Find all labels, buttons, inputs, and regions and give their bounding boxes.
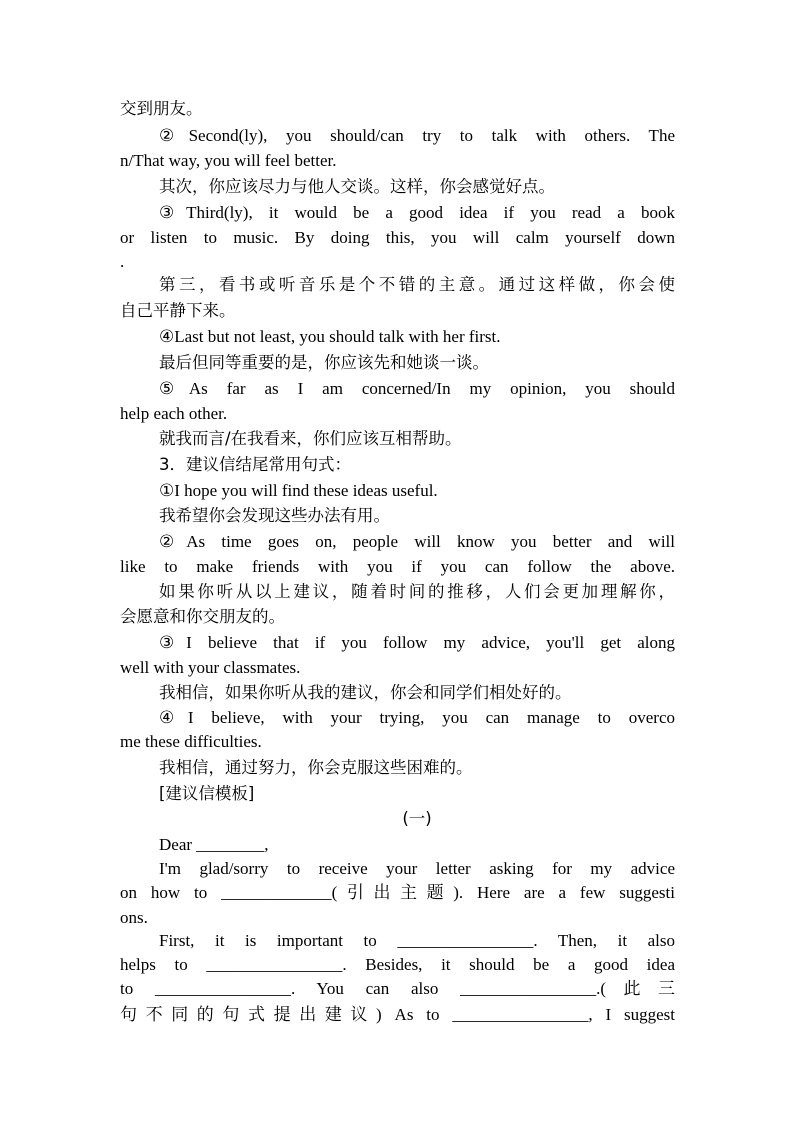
template-number: (一) <box>402 809 432 828</box>
text-line: ④I believe, with your trying, you can manage to overco <box>159 708 675 727</box>
text-line: 如果你听从以上建议，随着时间的推移，人们会更加理解你， <box>159 582 675 601</box>
text-line: ons. <box>120 908 148 927</box>
text-line: well with your classmates. <box>120 658 301 677</box>
text-line: 句不同的句式提出建议) As to ________________, I suggest <box>120 1005 675 1024</box>
text-line: ①I hope you will find these ideas useful. <box>159 481 438 500</box>
text-line: on how to _____________(引出主题). Here are a few suggesti <box>120 883 675 902</box>
text-line: 我相信，通过努力，你会克服这些困难的。 <box>159 758 473 777</box>
text-line: ②Second(ly), you should/can try to talk with others. The <box>159 126 675 145</box>
text-line: 最后但同等重要的是，你应该先和她谈一谈。 <box>159 353 489 372</box>
text-line: like to make friends with you if you can follow the above. <box>120 557 675 576</box>
text-line: ②As time goes on, people will know you better and will <box>159 532 675 551</box>
text-line: to ________________. You can also ________________.(此三 <box>120 979 675 998</box>
text-line: 就我而言/在我看来，你们应该互相帮助。 <box>159 429 462 448</box>
text-line: ④Last but not least, you should talk with her first. <box>159 327 501 346</box>
text-line: First, it is important to ________________. Then, it also <box>159 931 675 950</box>
text-line: Dear ________, <box>159 835 269 854</box>
section-heading: 3．建议信结尾常用句式： <box>159 455 351 474</box>
text-line: 第三，看书或听音乐是个不错的主意。通过这样做，你会使 <box>159 275 675 294</box>
text-line: ⑤As far as I am concerned/In my opinion, you should <box>159 379 675 398</box>
text-line: 其次，你应该尽力与他人交谈。这样，你会感觉好点。 <box>159 177 555 196</box>
text-line: ③Third(ly), it would be a good idea if you read a book <box>159 203 675 222</box>
text-line: me these difficulties. <box>120 732 262 751</box>
template-heading: [建议信模板] <box>159 784 255 803</box>
text-line: 我相信，如果你听从我的建议，你会和同学们相处好的。 <box>159 683 572 702</box>
text-line: 自己平静下来。 <box>120 301 236 320</box>
text-line: I'm glad/sorry to receive your letter asking for my advice <box>159 859 675 878</box>
text-line: 会愿意和你交朋友的。 <box>120 607 285 626</box>
text-line: help each other. <box>120 404 228 423</box>
text-line: 交到朋友。 <box>120 99 203 118</box>
text-line: . <box>120 252 125 271</box>
text-line: n/That way, you will feel better. <box>120 151 337 170</box>
text-line: or listen to music. By doing this, you will calm yourself down <box>120 228 675 247</box>
text-line: ③I believe that if you follow my advice, you'll get along <box>159 633 675 652</box>
text-line: helps to ________________. Besides, it should be a good idea <box>120 955 675 974</box>
text-line: 我希望你会发现这些办法有用。 <box>159 506 390 525</box>
